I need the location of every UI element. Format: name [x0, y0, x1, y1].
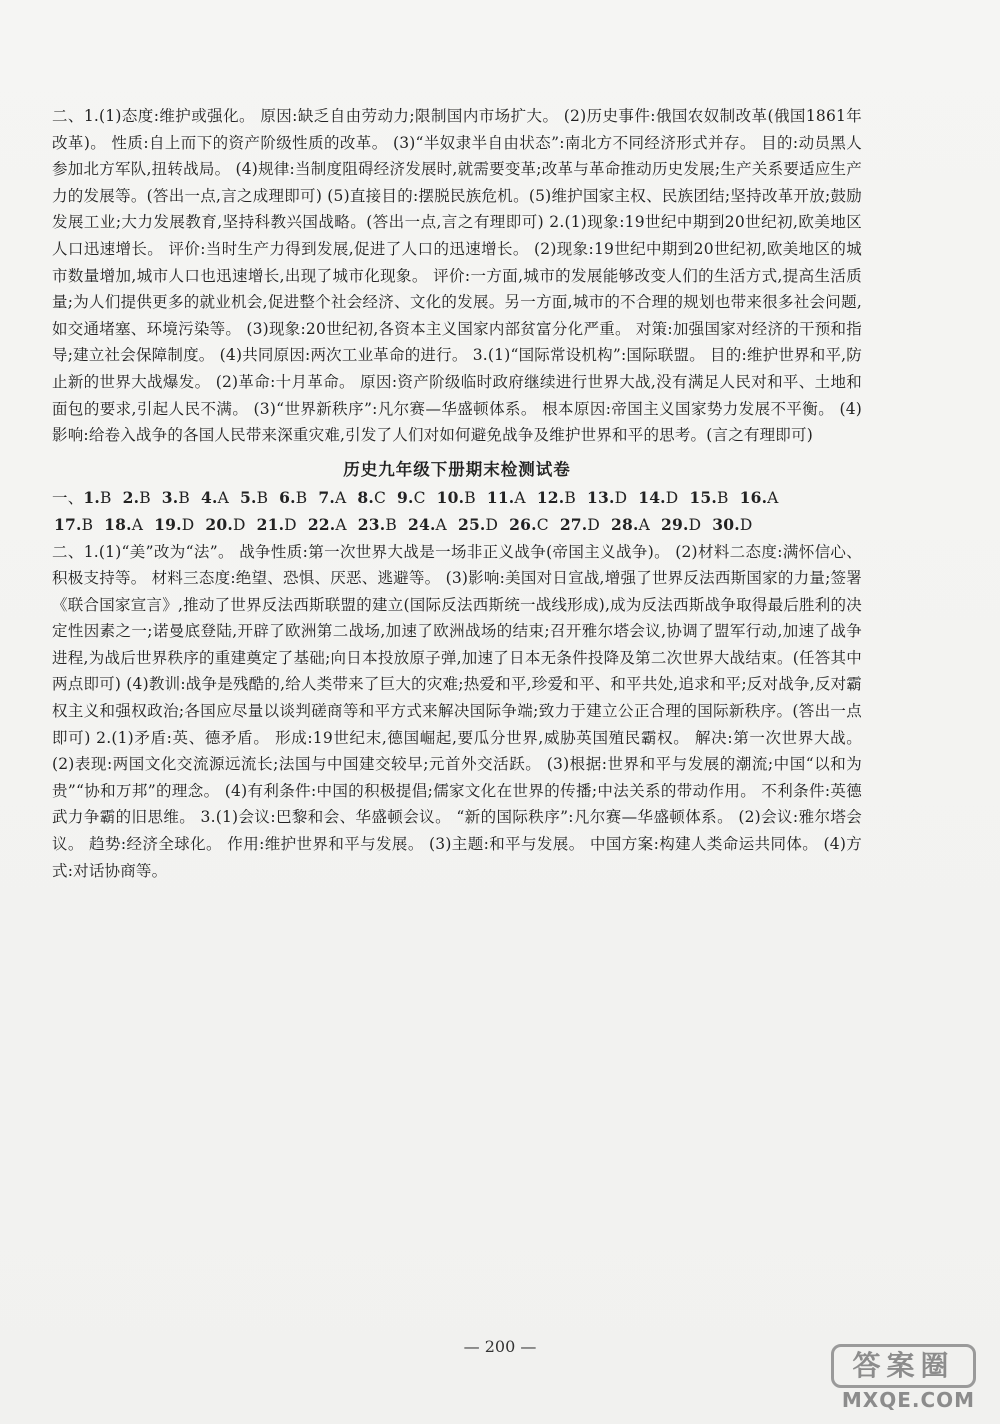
mc-question-number: 15.: [689, 488, 717, 508]
watermark-logo: [832, 1340, 992, 1420]
mc-answer-letter: A: [514, 489, 526, 508]
mc-answer-letter: B: [464, 489, 476, 508]
mc-question-number: 21.: [256, 514, 285, 534]
mc-question-number: 9.: [397, 488, 414, 508]
mc-question-number: 19.: [154, 514, 182, 534]
mc-answer-letter: B: [564, 489, 576, 508]
mc-answer-item: [397, 489, 426, 507]
mc-question-number: 2.: [122, 488, 140, 508]
mc-question-number: 30.: [712, 514, 740, 534]
mc-answer-item: [104, 516, 143, 534]
mc-answer-item: [638, 489, 678, 507]
mc-question-number: 22.: [307, 514, 336, 534]
watermark-bottom-text: MXQE.COM: [841, 1388, 976, 1412]
mc-answer-letter: B: [100, 489, 112, 508]
mc-answer-item: [437, 489, 476, 507]
mc-answer-letter: C: [536, 515, 549, 534]
mc-question-number: 3.: [161, 488, 179, 508]
mc-answer-item: [154, 516, 194, 534]
mc-answer-letter: D: [665, 489, 679, 508]
mc-answer-letter: D: [232, 515, 246, 534]
mc-answer-item: [661, 516, 701, 534]
mc-answer-letter: D: [614, 489, 628, 508]
mc-answer-item: [357, 489, 386, 507]
mc-question-number: 25.: [457, 514, 486, 534]
page-number: — 200 —: [463, 1337, 537, 1356]
mc-question-number: 12.: [536, 488, 565, 508]
mc-question-number: 6.: [279, 488, 296, 508]
mc-answer-letter: A: [638, 515, 651, 534]
answer-content: [52, 103, 862, 884]
mc-question-number: 8.: [357, 488, 374, 508]
mc-answer-letter: A: [217, 489, 229, 508]
mc-answer-item: [54, 516, 93, 534]
mc-answer-item: [458, 516, 498, 534]
mc-answer-item: [318, 489, 346, 507]
mc-answer-item: [308, 516, 347, 534]
mc-answer-letter: B: [81, 515, 94, 534]
mc-answer-letter: B: [139, 489, 151, 508]
mc-question-number: 4.: [200, 488, 218, 508]
mc-question-number: 20.: [205, 514, 233, 534]
answer-section-2-exam: 二、1.(1)“美”改为“法”。 战争性质:第一次世界大战是一场非正义战争(帝国主义战争)。 (2)材料二态度:满怀信心、积极支持等。 材料三态度:绝望、恐惧、厌恶、逃避等。 (3)影响:美国对日宣战,增强了世界反法西斯国家的力量;签署《联合国家宣言》,推动了世界反法西斯联盟的建立(国际反法西斯统一战线形成),成为反法西斯战争取得最后胜利的决定性因素之一;诺曼底登陆,开辟了欧洲第二战场,加速了欧洲战场的结束;召开雅尔塔会议,协调了盟军行动,加速了战争进程,为战后世界秩序的重建奠定了基础;向日本投放原子弹,加速了日本无条件投降及第二次世界大战结束。(任答其中两点即可) (4)教训:战争是残酷的,给人类带来了巨大的灾难;热爱和平,珍爱和平、和平共处,追求和平;反对战争,反对霸权主义和强权政治;各国应尽量以谈判磋商等和平方式来解决国际争端;致力于建立公正合理的国际新秩序。(答出一点即可) 2.(1)矛盾:英、德矛盾。 形成:19世纪末,德国崛起,要瓜分世界,威胁英国殖民霸权。 解决:第一次世界大战。 (2)表现:两国文化交流源远流长;法国与中国建交较早;元首外交活跃。 (3)根据:世界和平与发展的潮流;中国“以和为贵”“协和万邦”的理念。 (4)有利条件:中国的积极提倡;儒家文化在世界的传播;中法关系的带动作用。 不利条件:英德武力争霸的旧思维。 3.(1)会议:巴黎和会、华盛顿会议。 “新的国际秩序”:凡尔赛—华盛顿体系。 (2)会议:雅尔塔会议。 趋势:经济全球化。 作用:维护世界和平与发展。 (3)主题:和平与发展。 中国方案:构建人类命运共同体。 (4)方式:对话协商等。: [52, 542, 862, 880]
mc-answer-letter: D: [587, 515, 601, 534]
mc-answer-item: [587, 489, 627, 507]
mc-answer-item: [487, 489, 526, 507]
mc-prefix: 一、: [52, 489, 84, 508]
mc-question-number: 28.: [611, 514, 639, 534]
mc-answer-item: [509, 516, 549, 534]
mc-question-number: 1.: [83, 488, 100, 508]
mc-answer-letter: C: [373, 489, 386, 508]
mc-question-number: 5.: [239, 488, 257, 508]
mc-answer-item: [83, 489, 111, 507]
mc-question-number: 17.: [54, 514, 82, 534]
mc-answer-letter: B: [385, 515, 397, 534]
mc-question-number: 26.: [509, 514, 537, 534]
mc-question-number: 16.: [739, 488, 768, 508]
mc-answer-letter: B: [717, 489, 729, 508]
mc-answer-letter: A: [767, 489, 779, 508]
exam-title: 历史九年级下册期末检测试卷: [343, 459, 571, 479]
answer-section-2-previous: 二、1.(1)态度:维护或强化。 原因:缺乏自由劳动力;限制国内市场扩大。 (2)历史事件:俄国农奴制改革(俄国1861年改革)。 性质:自上而下的资产阶级性质的改革。 (3)“半奴隶半自由状态”:南北方不同经济形式并存。 目的:动员黑人参加北方军队,扭转战局。 (4)规律:当制度阻碍经济发展时,就需要变革;改革与革命推动历史发展;生产关系要适应生产力的发展等。(答出一点,言之成理即可) (5)直接目的:摆脱民族危机。(5)维护国家主权、民族团结;坚持改革开放;鼓励发展工业;大力发展教育,坚持科教兴国战略。(答出一点,言之有理即可) 2.(1)现象:19世纪中期到20世纪初,欧美地区人口迅速增长。 评价:当时生产力得到发展,促进了人口的迅速增长。 (2)现象:19世纪中期到20世纪初,欧美地区的城市数量增加,城市人口也迅速增长,出现了城市化现象。 评价:一方面,城市的发展能够改变人们的生活方式,提高生活质量;为人们提供更多的就业机会,促进整个社会经济、文化的发展。另一方面,城市的不合理的规划也带来很多社会问题,如交通堵塞、环境污染等。 (3)现象:20世纪初,各资本主义国家内部贫富分化严重。 对策:加强国家对经济的干预和指导;建立社会保障制度。 (4)共同原因:两次工业革命的进行。 3.(1)“国际常设机构”:国际联盟。 目的:维护世界和平,防止新的世界大战爆发。 (2)革命:十月革命。 原因:资产阶级临时政府继续进行世界大战,没有满足人民对和平、土地和面包的要求,引起人民不满。 (3)“世界新秩序”:凡尔赛—华盛顿体系。 根本原因:帝国主义国家势力发展不平衡。 (4)影响:给卷入战争的各国人民带来深重灾难,引发了人们对如何避免战争及维护世界和平的思考。(言之有理即可): [52, 107, 862, 445]
mc-answer-item: [240, 489, 268, 507]
mc-answer-item: [712, 516, 752, 534]
mc-answer-letter: A: [335, 515, 347, 534]
mc-answer-letter: B: [295, 489, 308, 508]
mc-question-number: 7.: [318, 488, 335, 508]
mc-question-number: 10.: [436, 488, 465, 508]
mc-answer-item: [537, 489, 576, 507]
mc-answer-item: [279, 489, 307, 507]
mc-answers-line-1: [52, 485, 862, 512]
mc-answer-item: [740, 489, 779, 507]
mc-answer-item: [162, 489, 190, 507]
mc-question-number: 11.: [486, 488, 515, 508]
mc-answer-item: [257, 516, 297, 534]
mc-answer-item: [205, 516, 245, 534]
mc-answer-letter: A: [131, 515, 144, 534]
mc-answer-letter: B: [256, 489, 269, 508]
mc-answer-letter: B: [178, 489, 190, 508]
mc-answer-item: [611, 516, 650, 534]
mc-answer-item: [560, 516, 600, 534]
mc-answer-letter: A: [435, 515, 447, 534]
mc-question-number: 18.: [104, 514, 132, 534]
mc-question-number: 14.: [638, 488, 666, 508]
watermark-top-text: 答案圈: [831, 1344, 976, 1388]
mc-answer-letter: D: [485, 515, 499, 534]
mc-answer-item: [123, 489, 151, 507]
mc-answer-letter: D: [284, 515, 297, 534]
mc-answer-item: [358, 516, 397, 534]
mc-answer-item: [408, 516, 447, 534]
mc-answers-line-2: [52, 512, 862, 539]
mc-answer-letter: D: [739, 515, 753, 534]
mc-question-number: 23.: [357, 514, 386, 534]
mc-question-number: 29.: [661, 514, 689, 534]
mc-question-number: 27.: [559, 514, 588, 534]
mc-answers-group-2: [52, 516, 763, 534]
mc-answers-group-1: [83, 489, 789, 507]
mc-answer-letter: D: [181, 515, 195, 534]
mc-question-number: 13.: [586, 488, 615, 508]
mc-answer-letter: C: [413, 489, 426, 508]
mc-question-number: 24.: [407, 514, 436, 534]
mc-answer-letter: D: [688, 515, 702, 534]
mc-answer-item: [201, 489, 229, 507]
mc-answer-item: [689, 489, 728, 507]
mc-answer-letter: A: [334, 489, 347, 508]
